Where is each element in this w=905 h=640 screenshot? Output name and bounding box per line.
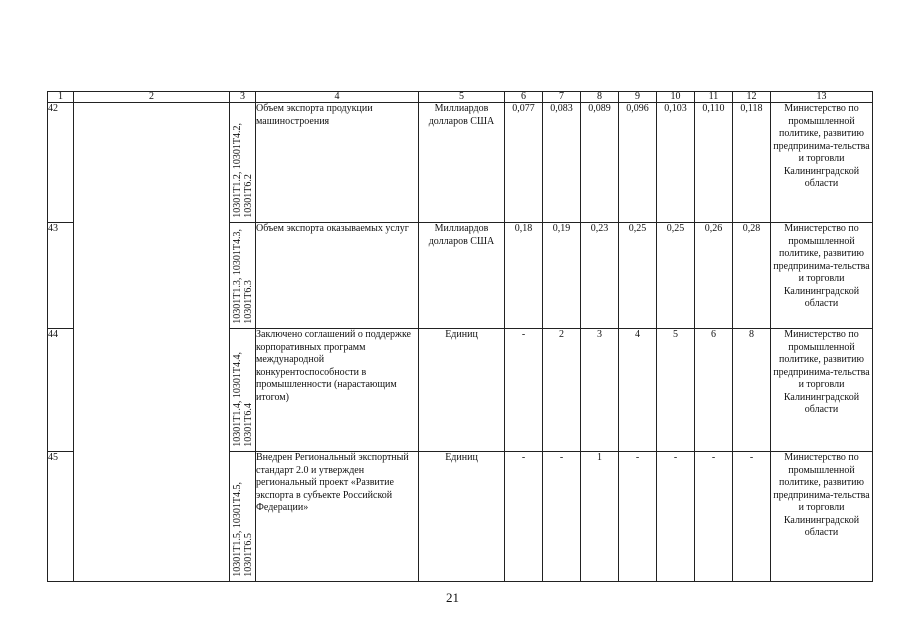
responsible-cell: Министерство по промышленной политике, развитию предпринима-тельства и торговли Калининградской области	[771, 103, 873, 223]
value-cell: 0,25	[657, 223, 695, 329]
column-header: 11	[695, 92, 733, 103]
page-number: 21	[446, 590, 459, 605]
responsible-cell: Министерство по промышленной политике, развитию предпринима-тельства и торговли Калининградской области	[771, 452, 873, 582]
value-cell: -	[695, 452, 733, 582]
column-header: 10	[657, 92, 695, 103]
value-cell: 0,25	[619, 223, 657, 329]
value-cell: 0,110	[695, 103, 733, 223]
indicator-code-text: 10301T1.5, 10301T4.5, 10301T6.5	[231, 482, 254, 577]
row-number: 43	[48, 223, 74, 329]
indicator-name: Внедрен Региональный экспортный стандарт 2.0 и утвержден региональный проект «Развитие экспорта в субъекте Российской Федерации»	[256, 452, 419, 582]
value-cell: 6	[695, 329, 733, 452]
column-header: 7	[543, 92, 581, 103]
indicator-code	[230, 329, 256, 452]
unit-cell: Единиц	[419, 329, 505, 452]
indicator-code-text: 10301T1.4, 10301T4.4, 10301T6.4	[231, 352, 254, 447]
empty-column-2	[74, 103, 230, 582]
value-cell: 1	[581, 452, 619, 582]
value-cell: 2	[543, 329, 581, 452]
column-header: 3	[230, 92, 256, 103]
indicator-code	[230, 452, 256, 582]
column-header: 12	[733, 92, 771, 103]
column-header: 13	[771, 92, 873, 103]
row-number: 44	[48, 329, 74, 452]
indicator-name: Объем экспорта продукции машиностроения	[256, 103, 419, 223]
value-cell: 0,103	[657, 103, 695, 223]
value-cell: 0,23	[581, 223, 619, 329]
value-cell: 5	[657, 329, 695, 452]
table-row	[48, 103, 873, 223]
indicator-code	[230, 103, 256, 223]
value-cell: 0,077	[505, 103, 543, 223]
value-cell: 3	[581, 329, 619, 452]
column-header: 6	[505, 92, 543, 103]
column-header: 4	[256, 92, 419, 103]
value-cell: 0,083	[543, 103, 581, 223]
value-cell: 0,19	[543, 223, 581, 329]
responsible-cell: Министерство по промышленной политике, развитию предпринима-тельства и торговли Калининградской области	[771, 329, 873, 452]
indicator-name: Объем экспорта оказываемых услуг	[256, 223, 419, 329]
value-cell: 8	[733, 329, 771, 452]
value-cell: -	[733, 452, 771, 582]
unit-cell: Единиц	[419, 452, 505, 582]
indicator-table	[47, 91, 873, 582]
unit-cell: Миллиардов долларов США	[419, 223, 505, 329]
unit-cell: Миллиардов долларов США	[419, 103, 505, 223]
value-cell: -	[619, 452, 657, 582]
column-header: 1	[48, 92, 74, 103]
row-number: 45	[48, 452, 74, 582]
value-cell: 0,26	[695, 223, 733, 329]
column-header: 2	[74, 92, 230, 103]
indicator-code-text: 10301T1.2, 10301T4.2, 10301T6.2	[231, 123, 254, 218]
row-number: 42	[48, 103, 74, 223]
value-cell: 0,118	[733, 103, 771, 223]
value-cell: -	[505, 329, 543, 452]
header-row	[48, 92, 873, 103]
value-cell: -	[505, 452, 543, 582]
value-cell: -	[543, 452, 581, 582]
value-cell: 0,096	[619, 103, 657, 223]
column-header: 5	[419, 92, 505, 103]
value-cell: 0,18	[505, 223, 543, 329]
column-header: 9	[619, 92, 657, 103]
indicator-name: Заключено соглашений о поддержке корпоративных программ международной конкурентоспособности в промышленности (нарастающим итогом)	[256, 329, 419, 452]
indicator-code-text: 10301T1.3, 10301T4.3, 10301T6.3	[231, 229, 254, 324]
value-cell: 0,089	[581, 103, 619, 223]
column-header: 8	[581, 92, 619, 103]
indicator-code	[230, 223, 256, 329]
value-cell: -	[657, 452, 695, 582]
value-cell: 4	[619, 329, 657, 452]
responsible-cell: Министерство по промышленной политике, развитию предпринима-тельства и торговли Калининградской области	[771, 223, 873, 329]
value-cell: 0,28	[733, 223, 771, 329]
